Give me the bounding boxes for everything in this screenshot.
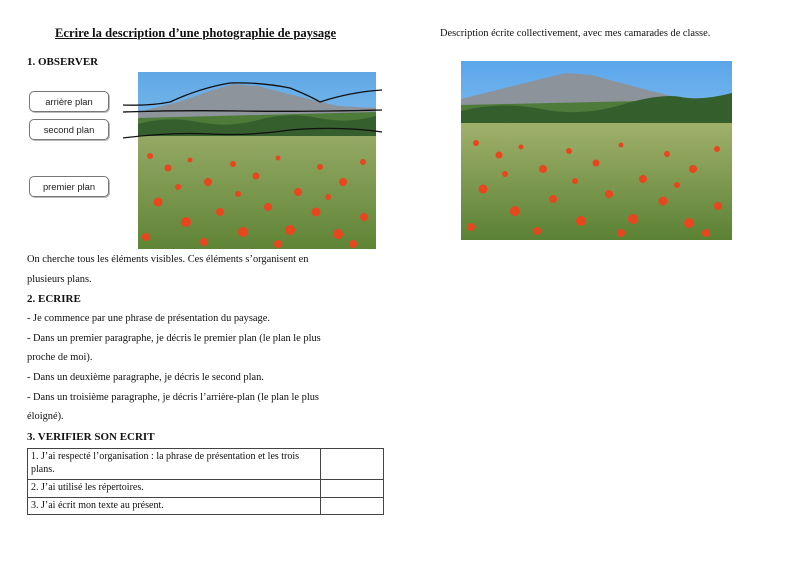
- verification-item-3: 3. J’ai écrit mon texte au présent.: [28, 497, 321, 515]
- label-premier-plan: premier plan: [29, 176, 109, 197]
- write-line-1: - Je commence par une phrase de présentation du paysage.: [27, 313, 270, 324]
- page-title: Ecrire la description d’une photographie de paysage: [55, 26, 337, 40]
- label-second-plan: second plan: [29, 119, 109, 140]
- write-line-4: - Dans un deuxième paragraphe, je décris le second plan.: [27, 372, 264, 383]
- section-observe-heading: 1. OBSERVER: [27, 56, 99, 68]
- verification-table: [27, 448, 384, 515]
- annotation-lines: [110, 78, 385, 148]
- label-arriere-plan: arrière plan: [29, 91, 109, 112]
- landscape-photo: [461, 61, 732, 240]
- table-row: [28, 497, 384, 515]
- verification-checkbox-1[interactable]: [321, 449, 384, 480]
- section-write-heading: 2. ECRIRE: [27, 293, 81, 305]
- observe-paragraph-line-1: On cherche tous les éléments visibles. Ces éléments s’organisent en: [27, 254, 309, 265]
- verification-item-2: 2. J’ai utilisé les répertoires.: [28, 480, 321, 498]
- observe-paragraph-line-2: plusieurs plans.: [27, 274, 92, 285]
- verification-item-1: 1. J’ai respecté l’organisation : la phrase de présentation et les trois plans.: [28, 449, 321, 480]
- section-verify-heading: 3. VERIFIER SON ECRIT: [27, 431, 155, 443]
- write-line-6: éloigné).: [27, 411, 64, 422]
- write-line-3: proche de moi).: [27, 352, 93, 363]
- verification-checkbox-3[interactable]: [321, 497, 384, 515]
- write-line-5: - Dans un troisième paragraphe, je décris l’arrière-plan (le plan le plus: [27, 392, 319, 403]
- table-row: [28, 449, 384, 480]
- table-row: [28, 480, 384, 498]
- right-caption: Description écrite collectivement, avec mes camarades de classe.: [440, 28, 711, 39]
- verification-checkbox-2[interactable]: [321, 480, 384, 498]
- write-line-2: - Dans un premier paragraphe, je décris le premier plan (le plan le plus: [27, 333, 321, 344]
